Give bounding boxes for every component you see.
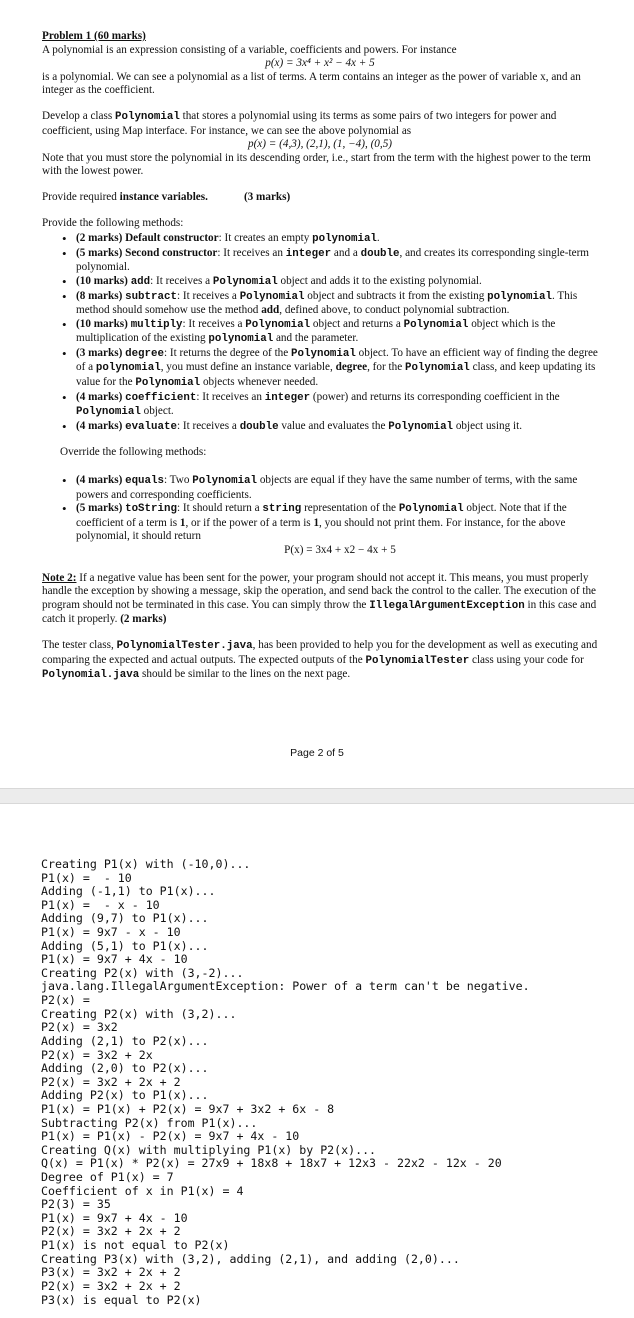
descending-order-note: Note that you must store the polynomial in its descending order, i.e., start from the term with the highest power to the term with the lowest power. <box>42 151 591 178</box>
console-line: Subtracting P2(x) from P1(x)... <box>41 1115 258 1130</box>
document-page-3 <box>0 804 634 1318</box>
list-item-tostring: • (5 marks) toString: It should return a string representation of the Polynomial object. Note that if the coefficient of a term is 1, or if the power of a term is 1, you should not print them. For instance, for the above polynomial, it should return <box>52 502 598 544</box>
console-line: Adding (2,1) to P2(x)... <box>41 1033 209 1048</box>
console-line: Adding (-1,1) to P1(x)... <box>41 884 216 899</box>
console-line: P1(x) = 9x7 - x - 10 <box>41 925 181 940</box>
console-line: Creating Q(x) with multiplying P1(x) by P2(x)... <box>41 1142 377 1157</box>
console-line: Adding (5,1) to P1(x)... <box>41 938 209 953</box>
console-line: P2(x) = 3x2 <box>41 1020 118 1035</box>
console-line: Adding P2(x) to P1(x)... <box>41 1088 209 1103</box>
problem-content <box>42 30 598 683</box>
page-separator <box>0 788 634 804</box>
tester-paragraph: The tester class, PolynomialTester.java, has been provided to help you for the development as well as executing and comparing the expected and actual outputs. The expected outputs of the PolynomialTester class using your code for Polynomial.java should be similar to the lines on the next page. <box>42 638 598 682</box>
console-line: P1(x) = P1(x) + P2(x) = 9x7 + 3x2 + 6x - 8 <box>41 1101 335 1116</box>
problem-title: Problem 1 (60 marks) <box>42 30 146 42</box>
console-line: Adding (9,7) to P1(x)... <box>41 911 209 926</box>
console-line: Creating P2(x) with (3,2)... <box>41 1006 237 1021</box>
tostring-example: P(x) = 3x4 + x2 − 4x + 5 <box>284 544 396 556</box>
list-item-add: • (10 marks) add: It receives a Polynomial object and adds it to the existing polynomial. <box>52 275 598 290</box>
console-line: P1(x) = P1(x) - P2(x) = 9x7 + 4x - 10 <box>41 1129 300 1144</box>
list-item-evaluate: • (4 marks) evaluate: It receives a double value and evaluates the Polynomial object using it. <box>52 420 598 435</box>
console-line: P1(x) is not equal to P2(x) <box>41 1238 230 1253</box>
console-line: P2(x) = 3x2 + 2x + 2 <box>41 1224 181 1239</box>
code-polynomial: Polynomial <box>115 110 180 123</box>
console-line: Creating P1(x) with (-10,0)... <box>41 857 251 871</box>
list-item-second-constructor: • (5 marks) Second constructor: It receives an integer and a double, and creates its corresponding single-term polynomial. <box>52 247 598 275</box>
list-item-equals: • (4 marks) equals: Two Polynomial objects are equal if they have the same number of terms, with the same powers and corresponding coefficients. <box>52 474 598 502</box>
overrides-list <box>52 474 598 544</box>
intro-paragraph-1: A polynomial is an expression consisting of a variable, coefficients and powers. For instance <box>42 43 457 56</box>
console-line: Adding (2,0) to P2(x)... <box>41 1061 209 1076</box>
list-item-subtract: • (8 marks) subtract: It receives a Polynomial object and subtracts it from the existing polynomial. This method should somehow use the method add, defined above, to conduct polynomial subtraction. <box>52 290 598 318</box>
page-number: Page 2 of 5 <box>290 747 344 759</box>
console-line: Coefficient of x in P1(x) = 4 <box>41 1183 244 1198</box>
console-line: Creating P3(x) with (3,2), adding (2,1), and adding (2,0)... <box>41 1251 460 1266</box>
equation-pairs: p(x) = (4,3), (2,1), (1, −4), (0,5) <box>247 138 393 151</box>
instance-variables-line: Provide required instance variables. (3 marks) <box>42 190 291 203</box>
console-line: P2(x) = <box>41 993 90 1008</box>
list-item-multiply: • (10 marks) multiply: It receives a Polynomial object and returns a Polynomial object which is the multiplication of the existing polynomial and the parameter. <box>52 318 598 347</box>
console-line: P3(x) is equal to P2(x) <box>41 1292 202 1307</box>
console-line: P2(x) = 3x2 + 2x + 2 <box>41 1074 181 1089</box>
methods-list <box>52 232 598 434</box>
console-line: Q(x) = P1(x) * P2(x) = 27x9 + 18x8 + 18x7 + 12x3 - 22x2 - 12x - 20 <box>41 1156 502 1171</box>
equation-polynomial: p(x) = 3x⁴ + x² − 4x + 5 <box>265 57 375 70</box>
list-item-degree: • (3 marks) degree: It returns the degree of the Polynomial object. To have an efficient way of finding the degree of a polynomial, you must define an instance variable, degree, for the Polynomial class, and keep updating its value for the Polynomial objects whenever needed. <box>52 347 598 391</box>
console-line: P3(x) = 3x2 + 2x + 2 <box>41 1265 181 1280</box>
methods-heading: Provide the following methods: <box>42 216 184 229</box>
console-line: Creating P2(x) with (3,-2)... <box>41 965 244 980</box>
list-item-default-constructor: • (2 marks) Default constructor: It creates an empty polynomial. <box>52 232 598 247</box>
override-heading: Override the following methods: <box>60 446 207 459</box>
console-line: P1(x) = - 10 <box>41 870 132 885</box>
console-line: Degree of P1(x) = 7 <box>41 1170 174 1185</box>
console-line: P1(x) = - x - 10 <box>41 897 160 912</box>
console-line: P2(3) = 35 <box>41 1197 111 1212</box>
console-line: P1(x) = 9x7 + 4x - 10 <box>41 952 188 967</box>
console-line: P1(x) = 9x7 + 4x - 10 <box>41 1210 188 1225</box>
console-line: java.lang.IllegalArgumentException: Power of a term can't be negative. <box>41 979 530 994</box>
console-line: P2(x) = 3x2 + 2x + 2 <box>41 1278 181 1293</box>
develop-paragraph: Develop a class Polynomial that stores a polynomial using its terms as some pairs of two integers for power and coefficient, using Map interface. For instance, we can see the above polynomial as <box>42 109 557 137</box>
console-line: P2(x) = 3x2 + 2x <box>41 1047 153 1062</box>
list-item-coefficient: • (4 marks) coefficient: It receives an integer (power) and returns its corresponding coefficient in the Polynomial object. <box>52 391 598 420</box>
expected-output-console <box>41 858 621 1307</box>
note-2-paragraph: Note 2: If a negative value has been sent for the power, your program should not accept it. This means, you must properly handle the exception by showing a message, skip the operation, and send back the control to the caller. The execution of the program should not be terminated in this case. You can simply throw the IllegalArgumentException in this case and catch it properly. (2 marks) <box>42 571 597 626</box>
intro-paragraph-2: is a polynomial. We can see a polynomial as a list of terms. A term contains an integer as the power of variable x, and an integer as the coefficient. <box>42 70 581 97</box>
